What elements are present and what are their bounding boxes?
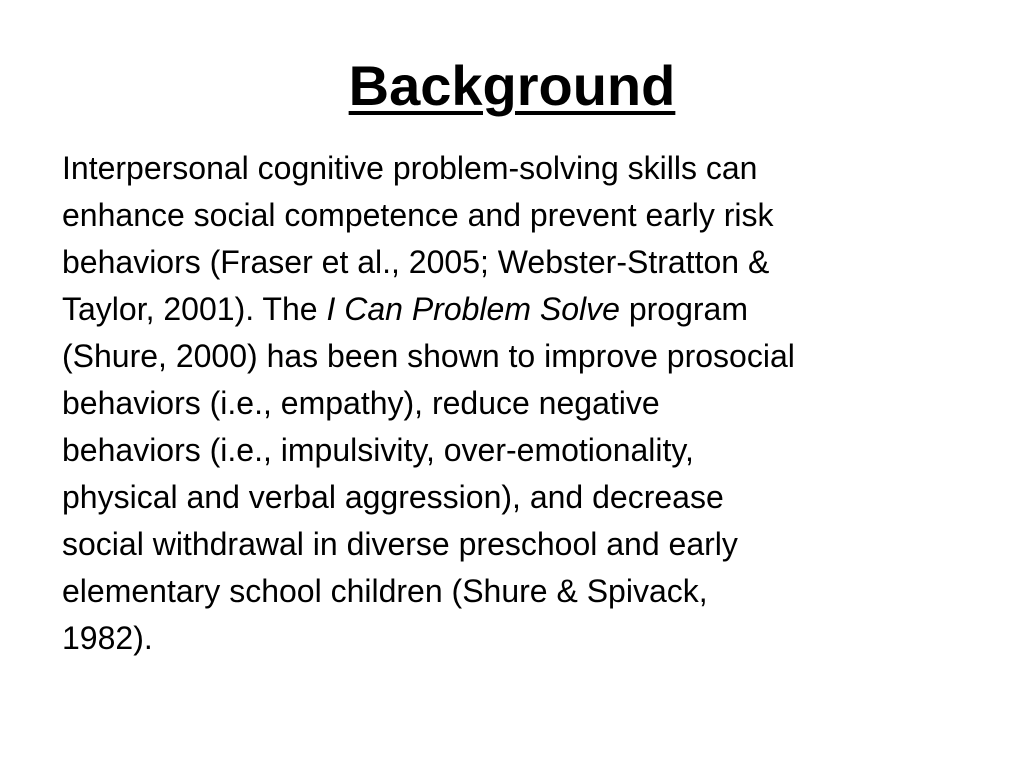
body-line: Interpersonal cognitive problem-solving skills can [62, 150, 758, 186]
body-line: (Shure, 2000) has been shown to improve prosocial [62, 338, 795, 374]
body-line: behaviors (Fraser et al., 2005; Webster-Stratton & [62, 244, 770, 280]
body-text: Taylor, 2001). The [62, 291, 327, 327]
body-line: physical and verbal aggression), and decrease [62, 479, 724, 515]
program-title: I Can Problem Solve [326, 291, 620, 327]
body-line: behaviors (i.e., impulsivity, over-emotionality, [62, 432, 694, 468]
body-line: social withdrawal in diverse preschool and early [62, 526, 738, 562]
body-text: program [619, 291, 748, 327]
slide-body-paragraph [62, 145, 992, 662]
body-line: 1982). [62, 620, 153, 656]
body-line: behaviors (i.e., empathy), reduce negative [62, 385, 660, 421]
body-line [62, 286, 992, 333]
slide-title: Background [348, 54, 676, 117]
body-line: elementary school children (Shure & Spivack, [62, 573, 708, 609]
body-line: enhance social competence and prevent early risk [62, 197, 774, 233]
